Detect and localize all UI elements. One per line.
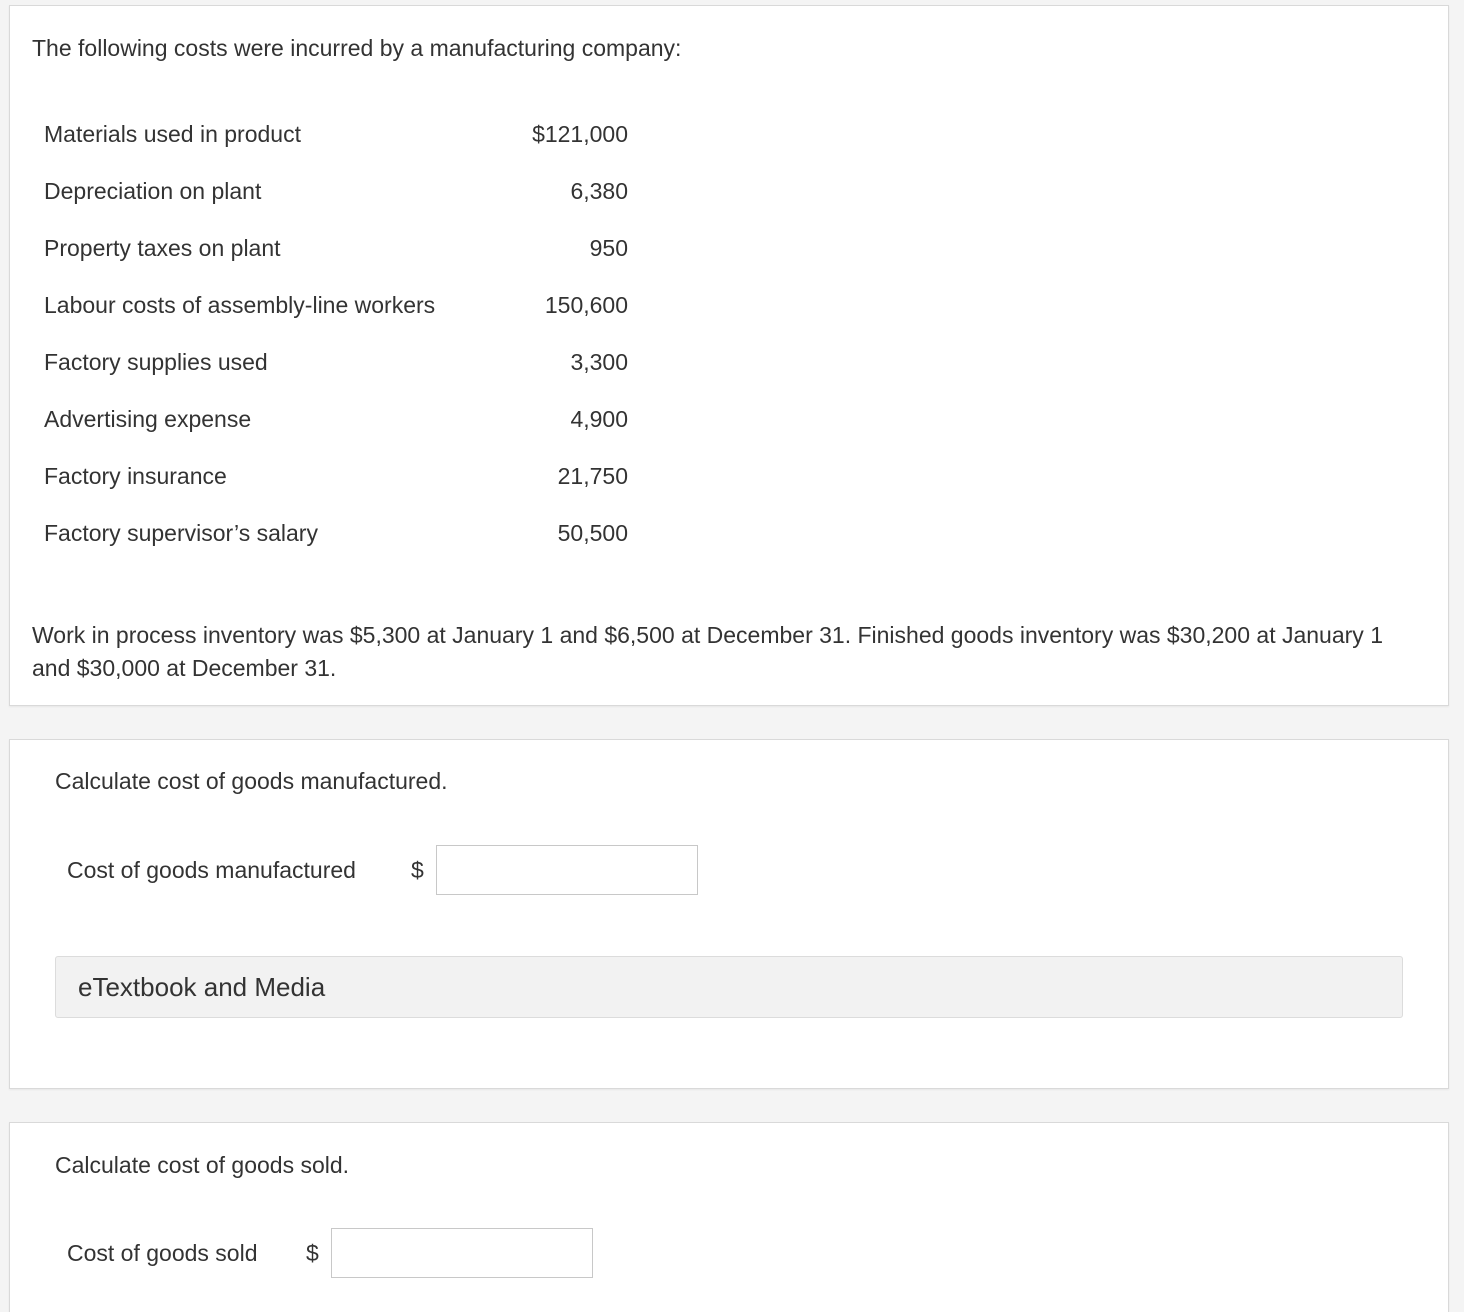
currency-symbol: $ xyxy=(306,1239,319,1266)
cost-label: Depreciation on plant xyxy=(44,178,262,204)
cost-amount: $121,000 xyxy=(532,121,628,147)
cogm-label: Cost of goods manufactured xyxy=(67,856,356,883)
cost-amount: 21,750 xyxy=(557,463,628,489)
part1-prompt: Calculate cost of goods manufactured. xyxy=(55,768,448,794)
cost-label: Labour costs of assembly-line workers xyxy=(44,292,436,318)
table-row xyxy=(44,505,628,562)
cost-amount: 6,380 xyxy=(570,178,628,204)
part1-answer-row xyxy=(67,845,698,895)
cost-amount: 4,900 xyxy=(570,406,628,432)
cogs-input[interactable] xyxy=(331,1228,593,1278)
cost-label: Factory supervisor’s salary xyxy=(44,520,318,546)
table-row xyxy=(44,220,628,277)
cost-label: Materials used in product xyxy=(44,121,301,147)
cogm-input[interactable] xyxy=(436,845,698,895)
problem-statement-card xyxy=(9,5,1449,706)
cost-label: Factory insurance xyxy=(44,463,227,489)
cost-amount: 950 xyxy=(589,235,628,261)
cogs-label: Cost of goods sold xyxy=(67,1239,258,1266)
part2-card xyxy=(9,1122,1449,1312)
etextbook-media-button[interactable]: eTextbook and Media xyxy=(55,956,1403,1018)
cost-label: Property taxes on plant xyxy=(44,235,281,261)
table-row xyxy=(44,163,628,220)
cost-label: Factory supplies used xyxy=(44,349,268,375)
table-row xyxy=(44,448,628,505)
part2-answer-row xyxy=(67,1228,593,1278)
table-row xyxy=(44,391,628,448)
cost-amount: 50,500 xyxy=(557,520,628,546)
cost-label: Advertising expense xyxy=(44,406,252,432)
table-row xyxy=(44,106,628,163)
inventory-note: Work in process inventory was $5,300 at January 1 and $6,500 at December 31. Finished goods inventory was $30,200 at January 1 and $30,000 at December 31. xyxy=(32,622,1383,681)
currency-symbol: $ xyxy=(411,856,424,883)
part2-prompt: Calculate cost of goods sold. xyxy=(55,1152,350,1178)
cost-amount: 150,600 xyxy=(544,292,628,318)
cost-amount: 3,300 xyxy=(570,349,628,375)
part1-card xyxy=(9,739,1449,1089)
table-row xyxy=(44,334,628,391)
problem-intro: The following costs were incurred by a manufacturing company: xyxy=(32,35,682,61)
costs-table xyxy=(44,106,628,562)
table-row xyxy=(44,277,628,334)
